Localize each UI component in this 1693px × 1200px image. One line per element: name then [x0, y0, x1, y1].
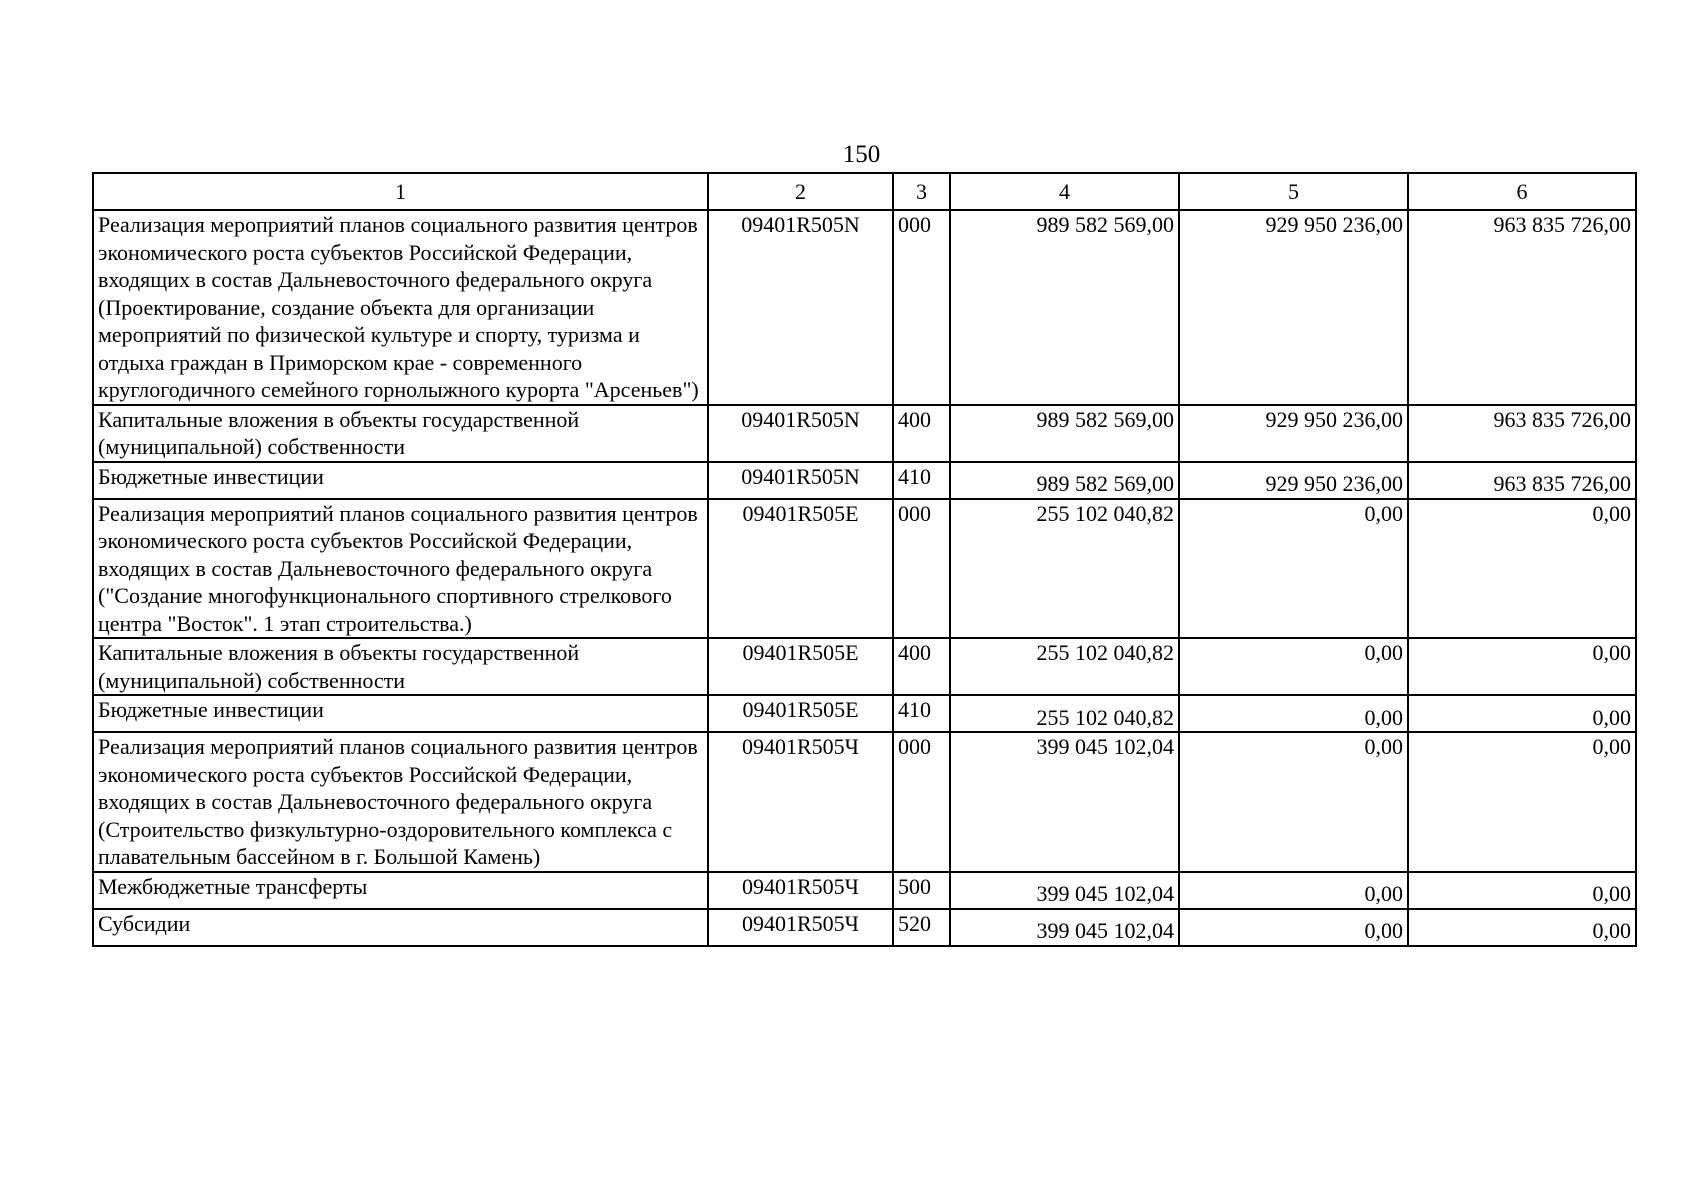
table-row	[93, 909, 1636, 946]
header-col-2: 2	[708, 173, 893, 210]
table-row	[93, 872, 1636, 909]
table-row	[93, 695, 1636, 732]
header-col-4: 4	[950, 173, 1179, 210]
row-kind: 410	[893, 695, 950, 732]
row-name: Реализация мероприятий планов социального развития центров экономического роста субъектов Российской Федерации, входящих в состав Дальневосточного федерального округа (Строительство физкультурно-оздоровительного комплекса с плавательным бассейном в г. Большой Камень)	[93, 732, 708, 872]
row-value-4: 989 582 569,00	[950, 405, 1179, 462]
header-col-5: 5	[1179, 173, 1408, 210]
row-code: 09401R505N	[708, 462, 893, 499]
row-value-6: 963 835 726,00	[1408, 210, 1636, 405]
row-name: Бюджетные инвестиции	[93, 462, 708, 499]
row-value-6: 0,00	[1408, 732, 1636, 872]
row-kind: 000	[893, 210, 950, 405]
row-code: 09401R505N	[708, 405, 893, 462]
row-value-4: 989 582 569,00	[950, 210, 1179, 405]
table-row	[93, 732, 1636, 872]
row-kind: 400	[893, 638, 950, 695]
row-code: 09401R505E	[708, 695, 893, 732]
row-name: Капитальные вложения в объекты государственной (муниципальной) собственности	[93, 638, 708, 695]
budget-table	[92, 172, 1637, 947]
row-kind: 410	[893, 462, 950, 499]
row-value-4: 399 045 102,04	[950, 872, 1179, 909]
row-value-5: 0,00	[1179, 732, 1408, 872]
row-value-4: 399 045 102,04	[950, 732, 1179, 872]
row-value-5: 0,00	[1179, 638, 1408, 695]
table-row	[93, 499, 1636, 639]
row-code: 09401R505Ч	[708, 872, 893, 909]
row-code: 09401R505Ч	[708, 732, 893, 872]
row-kind: 500	[893, 872, 950, 909]
row-value-4: 255 102 040,82	[950, 695, 1179, 732]
row-name: Реализация мероприятий планов социального развития центров экономического роста субъектов Российской Федерации, входящих в состав Дальневосточного федерального округа (Проектирование, создание объекта для организации мероприятий по физической культуре и спорту, туризма и отдыха граждан в Приморском крае - современного круглогодичного семейного горнолыжного курорта "Арсеньев")	[93, 210, 708, 405]
table-row	[93, 405, 1636, 462]
row-code: 09401R505E	[708, 499, 893, 639]
row-kind: 000	[893, 499, 950, 639]
row-value-5: 0,00	[1179, 872, 1408, 909]
page-number: 150	[842, 141, 881, 168]
row-kind: 400	[893, 405, 950, 462]
row-kind: 520	[893, 909, 950, 946]
row-value-6: 0,00	[1408, 695, 1636, 732]
row-name: Реализация мероприятий планов социального развития центров экономического роста субъектов Российской Федерации, входящих в состав Дальневосточного федерального округа ("Создание многофункционального спортивного стрелкового центра "Восток". 1 этап строительства.)	[93, 499, 708, 639]
header-col-6: 6	[1408, 173, 1636, 210]
table-row	[93, 638, 1636, 695]
row-value-5: 929 950 236,00	[1179, 210, 1408, 405]
table-row	[93, 462, 1636, 499]
row-value-6: 0,00	[1408, 499, 1636, 639]
row-value-6: 963 835 726,00	[1408, 462, 1636, 499]
row-value-6: 0,00	[1408, 638, 1636, 695]
row-value-4: 399 045 102,04	[950, 909, 1179, 946]
row-value-5: 929 950 236,00	[1179, 462, 1408, 499]
row-code: 09401R505Ч	[708, 909, 893, 946]
row-value-6: 963 835 726,00	[1408, 405, 1636, 462]
row-value-4: 255 102 040,82	[950, 638, 1179, 695]
row-value-4: 989 582 569,00	[950, 462, 1179, 499]
table-row	[93, 210, 1636, 405]
row-value-5: 929 950 236,00	[1179, 405, 1408, 462]
row-kind: 000	[893, 732, 950, 872]
row-value-6: 0,00	[1408, 909, 1636, 946]
header-col-1: 1	[93, 173, 708, 210]
row-value-6: 0,00	[1408, 872, 1636, 909]
row-value-5: 0,00	[1179, 909, 1408, 946]
row-code: 09401R505N	[708, 210, 893, 405]
row-name: Межбюджетные трансферты	[93, 872, 708, 909]
row-name: Бюджетные инвестиции	[93, 695, 708, 732]
row-value-5: 0,00	[1179, 695, 1408, 732]
header-row	[93, 173, 1636, 210]
row-value-5: 0,00	[1179, 499, 1408, 639]
row-name: Субсидии	[93, 909, 708, 946]
row-name: Капитальные вложения в объекты государственной (муниципальной) собственности	[93, 405, 708, 462]
row-code: 09401R505E	[708, 638, 893, 695]
row-value-4: 255 102 040,82	[950, 499, 1179, 639]
header-col-3: 3	[893, 173, 950, 210]
